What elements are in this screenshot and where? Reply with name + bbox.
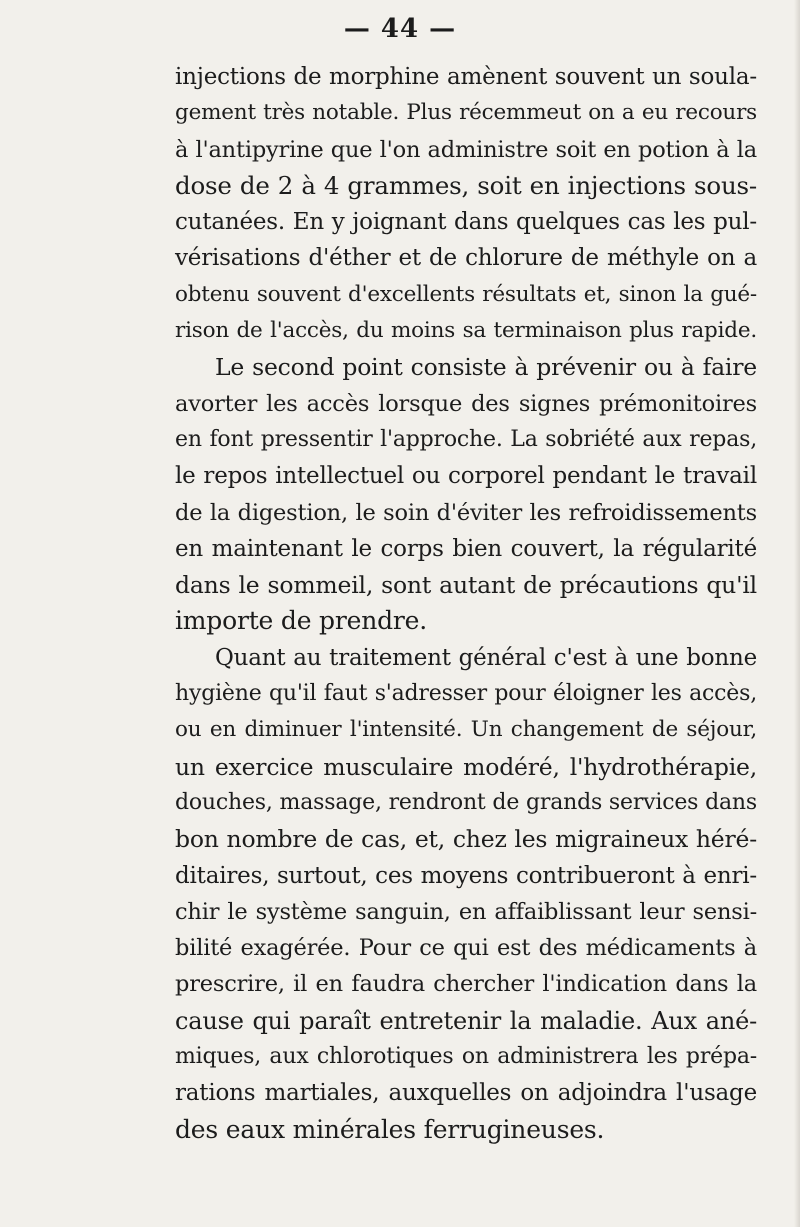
text-line: vérisations d'éther et de chlorure de méthyle on a	[175, 245, 757, 272]
page-number: — 44 —	[343, 14, 457, 44]
text-line: à l'antipyrine que l'on administre soit en potion à la	[175, 136, 757, 163]
body-text	[175, 59, 757, 1148]
text-line: de la digestion, le soin d'éviter les refroidissements	[175, 499, 757, 526]
text-line: prescrire, il en faudra chercher l'indication dans la	[175, 971, 757, 998]
text-line: Le second point consiste à prévenir ou à faire	[215, 353, 757, 382]
text-line: ditaires, surtout, ces moyens contribueront à enri-	[175, 862, 757, 889]
text-line: ou en diminuer l'intensité. Un changement de séjour,	[175, 717, 757, 743]
text-line: des eaux minérales ferrugineuses.	[175, 1114, 605, 1144]
text-line: miques, aux chlorotiques on administrera les prépa-	[175, 1044, 757, 1070]
text-line: cutanées. En y joignant dans quelques cas les pul-	[175, 209, 757, 236]
text-line: le repos intellectuel ou corporel pendant le travail	[175, 463, 757, 490]
text-line: injections de morphine amènent souvent un soula-	[175, 64, 757, 90]
text-line: importe de prendre.	[175, 606, 427, 636]
text-line: cause qui paraît entretenir la maladie. Aux ané-	[175, 1006, 757, 1035]
paragraph-3	[175, 640, 757, 1148]
text-line: rations martiales, auxquelles on adjoindra l'usage	[175, 1080, 757, 1107]
text-line: dans le sommeil, sont autant de précautions qu'il	[175, 571, 757, 600]
text-line: un exercice musculaire modéré, l'hydrothérapie,	[175, 752, 757, 781]
text-line: dose de 2 à 4 grammes, soit en injections sous-	[175, 170, 757, 200]
text-line: douches, massage, rendront de grands services dans	[175, 789, 757, 815]
text-line: en font pressentir l'approche. La sobriété aux repas,	[175, 426, 757, 452]
text-line: rison de l'accès, du moins sa terminaison plus rapide.	[175, 318, 757, 344]
text-line: bilité exagérée. Pour ce qui est des médicaments à	[175, 935, 757, 962]
text-line: bon nombre de cas, et, chez les migraineux héré-	[175, 825, 757, 854]
paragraph-2	[175, 349, 757, 639]
page-edge-shadow	[794, 0, 800, 1227]
paragraph-1	[175, 59, 757, 349]
text-line: avorter les accès lorsque des signes prémonitoires	[175, 390, 757, 417]
text-line: en maintenant le corps bien couvert, la régularité	[175, 535, 757, 562]
text-line: obtenu souvent d'excellents résultats et, sinon la gué-	[175, 281, 757, 307]
text-line: Quant au traitement général c'est à une bonne	[215, 644, 757, 671]
text-line: hygiène qu'il faut s'adresser pour éloigner les accès,	[175, 681, 757, 707]
text-line: gement très notable. Plus récemmeut on a eu recours	[175, 100, 757, 126]
text-line: chir le système sanguin, en affaiblissant leur sensi-	[175, 898, 757, 925]
